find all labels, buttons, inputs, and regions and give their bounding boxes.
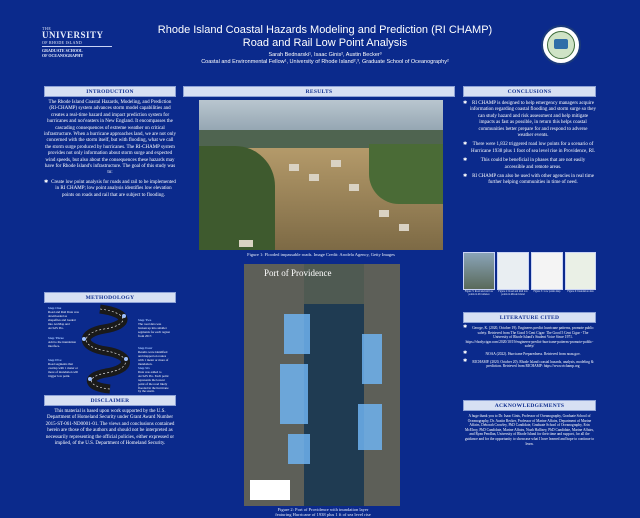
- method-step-3-text: Add to the inundation interface.: [48, 339, 76, 348]
- acknowledgements-heading: ACKNOWLEDGEMENTS: [463, 400, 596, 411]
- poster-header: [0, 0, 640, 80]
- logo-text-grad-school: GRADUATE SCHOOL: [42, 48, 83, 53]
- method-step-6-label: Step Six: [138, 366, 150, 370]
- figure-2-caption-line1: Figure 2: Port of Providence with inundation layer: [277, 507, 369, 512]
- figure-3-caption: Figure 3: Road and rail low points in Providence: [464, 290, 494, 296]
- introduction-bullet: ✱ Create low point analysis for roads and rail to be implemented in RI CHAMP; low point analysis identifies low elevation points on roads and rail that are subject to flooding.: [44, 180, 176, 199]
- logo-text-the: THE: [42, 26, 52, 31]
- results-figure-strip: [463, 252, 596, 302]
- poster-title-line2: Road and Rail Low Point Analysis: [242, 37, 408, 49]
- figure-2-caption-line2: featuring Hurricane of 1938 plus 1 ft of sea level rise: [275, 512, 371, 517]
- figure-4-caption: Figure 4: Road and Rail low points in Rhode Island: [498, 290, 528, 296]
- method-step-2: [138, 319, 170, 339]
- method-step-1-text: Road and Rail Data was downloaded as shapefiles and loaded into ArcMap and ArcGIS Pro.: [48, 309, 79, 330]
- logo-text-oceanography: OF OCEANOGRAPHY: [42, 53, 84, 58]
- logo-text-university: UNIVERSITY: [42, 30, 104, 40]
- figure-5-caption: Figure 5: Low points map: [533, 290, 561, 293]
- poster-title-line1: Rhode Island Coastal Hazards Modeling and Prediction (RI CHAMP): [157, 24, 493, 36]
- acknowledgements-section: [463, 400, 596, 446]
- results-section: [183, 86, 455, 517]
- disclaimer-section: [44, 395, 176, 447]
- logo-text-rhode-island: OF RHODE ISLAND: [42, 40, 112, 47]
- conclusion-bullet-1: ✱ RI CHAMP is designed to help emergency managers acquire information regarding coastal flooding and storm surge so they can study hazard and risk assessment and help mitigate impacts as fast as possible, in return this helps coastal communities better prepare for and respond to adverse weather events.: [463, 101, 596, 139]
- introduction-paragraph: The Rhode Island Coastal Hazards, Modeling, and Prediction (RI-CHAMP) system advances storm model capabilities and creates a real-time hazard and impact prediction system for hurricanes and nor'easters in New England. It encompasses the cascading consequences of extreme weather on critical infrastructure. When a hurricane approaches land, we are not only concerned with the storm itself, but with flooding, what we call the storm surge produced by hurricanes. The RI-CHAMP system provides not only information about storm surge and expected wind speeds, but also about the consequences these hazards may have for Rhode Island's infrastructure. The goal of this study was to:: [44, 100, 176, 176]
- figure-6-caption: Figure 6: Inundation data: [567, 290, 594, 293]
- method-step-4: [138, 347, 170, 367]
- disclaimer-text: This material is based upon work supported by the U.S. Department of Homeland Security under Grant Award Number 2015-ST-061-ND0001-01. The views and conclusions contained herein are those of the authors and should not be interpreted as necessarily representing the official policies, either expressed or implied, of the U.S. Department of Homeland Security.: [45, 409, 175, 447]
- method-step-2-text: The road data was broken up into smaller segments for each region from 2017.: [138, 321, 170, 338]
- method-step-5-label: Step Five: [48, 358, 62, 362]
- literature-ref-2: ✱ NOAA (2022). Hurricane Preparedness. Retrieved from noaa.gov.: [463, 352, 596, 357]
- figure-6: [565, 252, 596, 296]
- method-step-1: [48, 307, 80, 330]
- figure-1-caption: Figure 1: Flooded impassable roads. Image Credit: Arodela Agency, Getty Images: [247, 252, 395, 257]
- figure-5: [531, 252, 563, 296]
- acknowledgements-text: A huge thank you to Dr. Isaac Ginis, Professor of Oceanography, Graduate School of Oceanography, Dr. Austin Becker, Professor of Marine Affairs, Department of Marine Affairs, Deborah Crowley, PhD Candidate, Graduate School of Oceanography, Erin McElroy, PhD Candidate, Marine Affairs, Noah Hallisey, PhD Candidate, Marine Affairs, and Ryan Pendlan, University of Rhode Island for their time and support, for all the guidance and for the opportunity to showcase what I have learned and hope to continue to learn.: [464, 414, 595, 446]
- method-step-6: [138, 367, 170, 394]
- literature-cited-section: [463, 312, 596, 369]
- conclusions-section: [463, 86, 596, 187]
- literature-ref-1-url[interactable]: https://rhodycigar.com/2020/10/19/engineers-predict-hurricane-patterns-promote-public-safety/: [465, 339, 594, 349]
- conclusion-bullet-3: ✱ This could be beneficial in phases that are not easily accessible and remote areas.: [463, 158, 596, 171]
- method-step-2-label: Step Two: [138, 318, 152, 322]
- introduction-heading: INTRODUCTION: [44, 86, 176, 97]
- conclusion-bullet-4: ✱ RI CHAMP can also be used with other agencies in real time further helping communities in time of need.: [463, 174, 596, 187]
- method-step-4-label: Step Four: [138, 346, 153, 350]
- uri-gso-logo: [42, 26, 112, 58]
- introduction-section: [44, 86, 176, 199]
- port-of-providence-title: Port of Providence: [264, 268, 332, 278]
- methodology-heading: METHODOLOGY: [44, 292, 176, 303]
- disclaimer-heading: DISCLAIMER: [44, 395, 176, 406]
- poster-authors: Sarah Bednarski¹, Isaac Ginis², Austin Becker³: [268, 52, 382, 58]
- figure-3: [463, 252, 495, 296]
- dhs-coastal-resilience-seal-icon: [541, 25, 581, 65]
- method-step-3-label: Step Three: [48, 336, 64, 340]
- literature-ref-3: ✱ RICHAMP. (2020, October 20). Rhode Island coastal hazards, analysis, modeling & prediction. Retrieved from RICHAMP: https://www.richamp.org: [463, 360, 596, 369]
- method-step-3: [48, 337, 80, 349]
- conclusion-bullet-2: ✱ There were 1,832 triggered road low points for a scenario of Hurricane 1938 plus 1 foot of sea level rise in Providence, RI.: [463, 142, 596, 155]
- methodology-roadmap: [44, 306, 176, 394]
- conclusions-heading: CONCLUSIONS: [463, 86, 596, 97]
- map-legend: [250, 480, 290, 500]
- method-step-5: [48, 359, 80, 379]
- literature-heading: LITERATURE CITED: [463, 312, 596, 323]
- method-step-1-label: Step One: [48, 306, 62, 310]
- poster-affiliation: Coastal and Environmental Fellow¹, University of Rhode Island²,³, Graduate School of Oceanography²: [201, 59, 449, 65]
- literature-ref-1: ✱ George, K. (2020, October 19). Engineers predict hurricane patterns, promote public safety. Retrieved from The Good 5 Cent Cigar: The Good 5 Cent Cigar - The University of Rhode Island's Student Voice Since 1971.: [463, 326, 596, 340]
- method-step-4-text: Results were identified and mapped on routes with 1 meter or more of inundation.: [138, 349, 169, 366]
- figure-4: [497, 252, 529, 296]
- method-step-5-text: Road segments that overlap with 1 meter or more of inundation will trigger low point.: [48, 361, 79, 378]
- method-step-6-text: Data was added to ArcGIS Pro. Each point represents the lowest point of the road likely flooded in the hurricane by the storm.: [138, 369, 169, 394]
- port-of-providence-map: [244, 264, 400, 506]
- flooded-roads-photo: [199, 100, 443, 250]
- methodology-section: [44, 292, 176, 394]
- results-heading: RESULTS: [183, 86, 455, 97]
- poster-title-block: [130, 24, 520, 66]
